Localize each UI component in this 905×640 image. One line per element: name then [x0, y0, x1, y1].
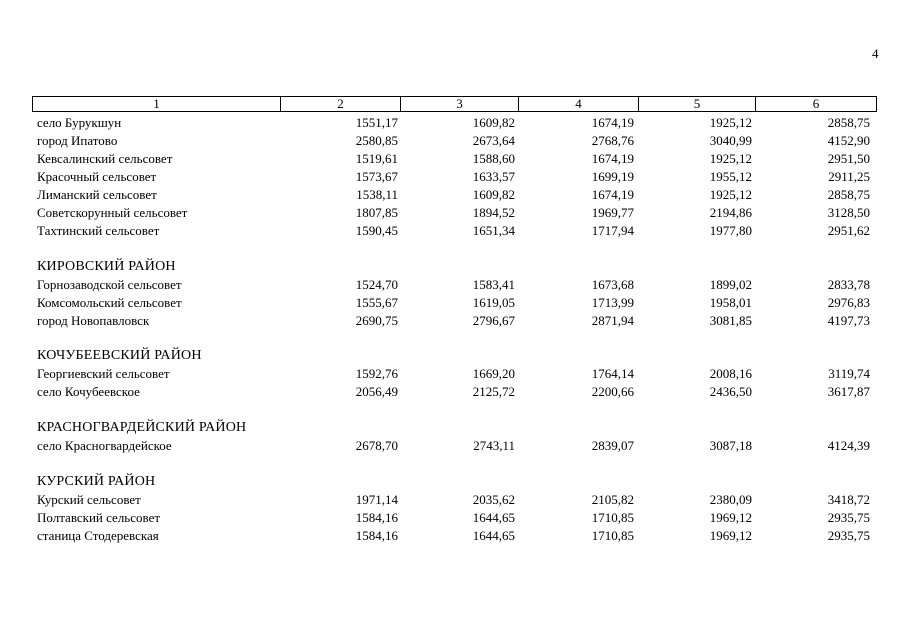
row-value: 1644,65: [472, 510, 515, 525]
row-value: 2194,86: [709, 205, 752, 220]
row-value: 1609,82: [472, 187, 515, 202]
column-header-6: 6: [812, 96, 820, 111]
row-value: 4152,90: [827, 133, 870, 148]
row-value: 2858,75: [827, 187, 870, 202]
row-value: 1713,99: [591, 295, 634, 310]
row-value: 1519,61: [355, 151, 398, 166]
row-value: 1551,17: [355, 115, 398, 130]
row-value: 2380,09: [709, 492, 752, 507]
table-header: [32, 96, 877, 112]
row-value: 4197,73: [827, 313, 870, 328]
row-value: 1669,20: [472, 366, 515, 381]
row-value: 1971,14: [355, 492, 398, 507]
table-row: [37, 312, 870, 330]
row-value: 2035,62: [472, 492, 515, 507]
row-name: Георгиевский сельсовет: [37, 366, 170, 381]
column-header-5: 5: [639, 97, 756, 111]
row-value: 1633,57: [472, 169, 515, 184]
row-value: 1977,80: [709, 223, 752, 238]
row-value: 2976,83: [827, 295, 870, 310]
row-value: 3418,72: [827, 492, 870, 507]
row-value: 2833,78: [827, 277, 870, 292]
row-value: 2871,94: [591, 313, 634, 328]
table-row: [37, 294, 870, 312]
row-value: 1710,85: [591, 528, 634, 543]
table-row: [37, 168, 870, 186]
table-row: [37, 491, 870, 509]
row-value: 1674,19: [591, 187, 634, 202]
row-value: 3040,99: [709, 133, 752, 148]
table-row: [37, 383, 870, 401]
row-value: 1925,12: [709, 115, 752, 130]
row-value: 1955,12: [709, 169, 752, 184]
row-value: 2580,85: [355, 133, 398, 148]
row-value: 2056,49: [355, 384, 398, 399]
row-value: 1717,94: [591, 223, 634, 238]
row-value: 1584,16: [355, 528, 398, 543]
row-value: 2796,67: [472, 313, 515, 328]
district-heading: КОЧУБЕЕВСКИЙ РАЙОН: [37, 348, 202, 363]
table-row: [37, 222, 870, 240]
row-value: 1674,19: [591, 115, 634, 130]
row-value: 2768,76: [591, 133, 634, 148]
row-value: 1807,85: [355, 205, 398, 220]
column-header-4: 4: [519, 97, 639, 111]
row-value: 3119,74: [828, 366, 870, 381]
table-row: [37, 509, 870, 527]
table-row: [37, 150, 870, 168]
row-value: 2673,64: [472, 133, 515, 148]
table-row: [37, 276, 870, 294]
row-value: 1925,12: [709, 151, 752, 166]
row-value: 1588,60: [472, 151, 515, 166]
row-value: 2008,16: [709, 366, 752, 381]
row-value: 1969,12: [709, 528, 752, 543]
column-header-3: 3: [401, 97, 519, 111]
row-value: 1894,52: [472, 205, 515, 220]
row-value: 2743,11: [473, 438, 515, 453]
row-value: 1573,67: [355, 169, 398, 184]
row-name: Лиманский сельсовет: [37, 187, 157, 202]
row-value: 1584,16: [355, 510, 398, 525]
row-value: 1609,82: [472, 115, 515, 130]
row-value: 1644,65: [472, 528, 515, 543]
row-value: 4124,39: [827, 438, 870, 453]
table-row: [37, 437, 870, 455]
district-heading: КУРСКИЙ РАЙОН: [37, 474, 156, 489]
row-value: 1524,70: [355, 277, 398, 292]
row-value: 1764,14: [591, 366, 634, 381]
row-name: село Кочубеевское: [37, 384, 140, 399]
row-value: 2935,75: [827, 510, 870, 525]
row-value: 1969,12: [709, 510, 752, 525]
column-header-2: 2: [281, 97, 401, 111]
row-value: 1673,68: [591, 277, 634, 292]
row-value: 2911,25: [828, 169, 870, 184]
row-value: 3087,18: [709, 438, 752, 453]
row-name: Советскорунный сельсовет: [37, 205, 188, 220]
row-name: Курский сельсовет: [37, 492, 141, 507]
row-value: 1555,67: [355, 295, 398, 310]
row-value: 1674,19: [591, 151, 634, 166]
row-value: 1699,19: [591, 169, 634, 184]
row-value: 3128,50: [827, 205, 870, 220]
row-name: Красочный сельсовет: [37, 169, 157, 184]
row-value: 2690,75: [355, 313, 398, 328]
row-name: Горнозаводской сельсовет: [37, 277, 182, 292]
row-value: 1590,45: [355, 223, 398, 238]
row-name: Полтавский сельсовет: [37, 510, 161, 525]
row-value: 1538,11: [356, 187, 398, 202]
row-value: 2125,72: [472, 384, 515, 399]
column-header-1: 1: [33, 97, 281, 111]
row-value: 2105,82: [591, 492, 634, 507]
row-value: 1619,05: [472, 295, 515, 310]
row-value: 3081,85: [709, 313, 752, 328]
row-value: 3617,87: [827, 384, 870, 399]
row-name: станица Стодеревская: [37, 528, 159, 543]
table-row: [37, 186, 870, 204]
row-name: Кевсалинский сельсовет: [37, 151, 173, 166]
row-value: 2436,50: [709, 384, 752, 399]
table-row: [37, 365, 870, 383]
district-heading: КРАСНОГВАРДЕЙСКИЙ РАЙОН: [37, 420, 247, 435]
row-value: 1958,01: [709, 295, 752, 310]
district-heading: КИРОВСКИЙ РАЙОН: [37, 259, 176, 274]
table-row: [37, 132, 870, 150]
row-value: 2200,66: [591, 384, 634, 399]
row-value: 1583,41: [472, 277, 515, 292]
row-value: 1592,76: [355, 366, 398, 381]
row-name: город Ипатово: [37, 133, 118, 148]
row-value: 1899,02: [709, 277, 752, 292]
table-row: [37, 527, 870, 545]
row-value: 2839,07: [591, 438, 634, 453]
row-name: Комсомольский сельсовет: [37, 295, 182, 310]
row-name: село Красногвардейское: [37, 438, 172, 453]
row-value: 2858,75: [827, 115, 870, 130]
row-name: Тахтинский сельсовет: [37, 223, 160, 238]
row-value: 2678,70: [355, 438, 398, 453]
row-value: 1969,77: [591, 205, 634, 220]
row-value: 2951,62: [827, 223, 870, 238]
row-value: 1710,85: [591, 510, 634, 525]
row-name: город Новопавловск: [37, 313, 150, 328]
table-row: [37, 114, 870, 132]
row-value: 1925,12: [709, 187, 752, 202]
row-value: 2951,50: [827, 151, 870, 166]
row-value: 1651,34: [472, 223, 515, 238]
row-name: село Бурукшун: [37, 115, 122, 130]
table-row: [37, 204, 870, 222]
row-value: 2935,75: [827, 528, 870, 543]
page-number: 4: [872, 46, 879, 61]
